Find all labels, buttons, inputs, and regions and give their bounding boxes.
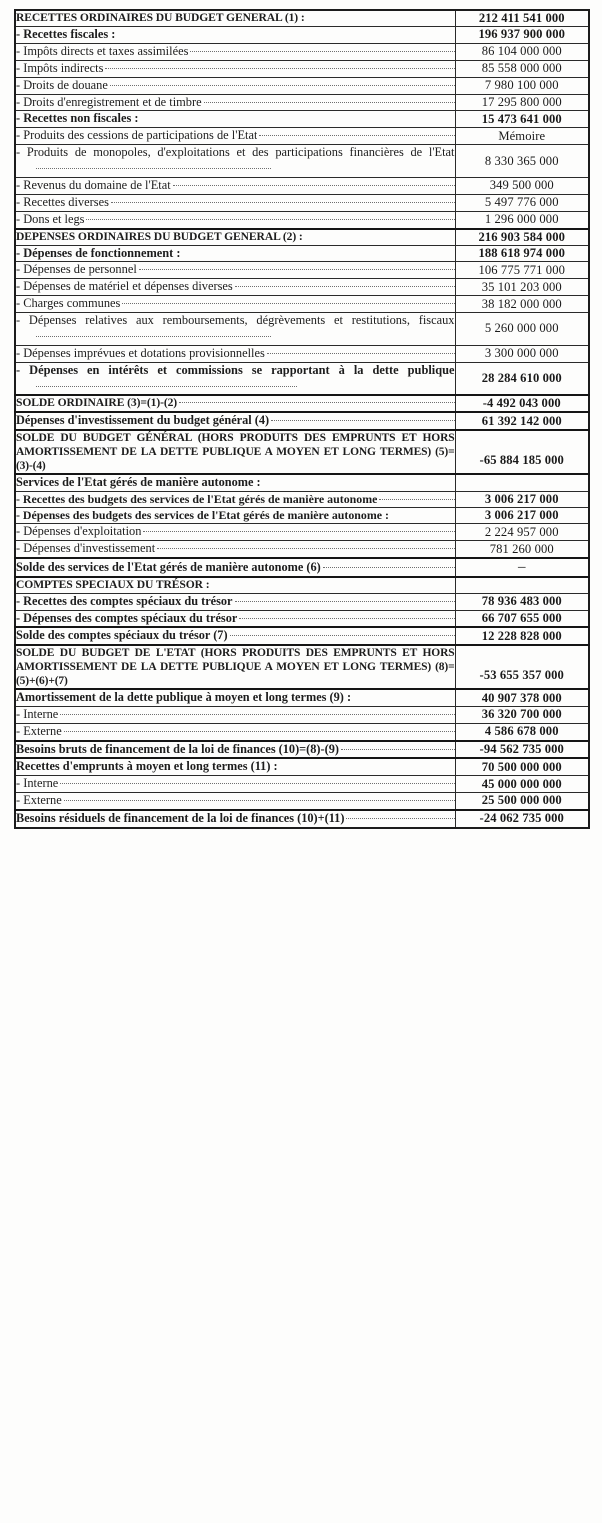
- row-label-cell-comptes-speciaux-tresor: [15, 577, 455, 593]
- row-label-cell-depenses-ordinaires: [15, 229, 455, 246]
- row-label-cell-depenses-materiel: [15, 279, 455, 296]
- row-value-cell-solde-budget-etat: -53 655 357 000: [455, 645, 589, 689]
- row-label-cell-solde-segma: [15, 558, 455, 577]
- row-label-cell-depenses-budgets-segma: [15, 508, 455, 524]
- table-row: [15, 412, 589, 430]
- row-value-cell-services-etat-autonome: [455, 474, 589, 491]
- dot-leader: [139, 269, 455, 270]
- row-label-cell-depenses-imprevues: [15, 345, 455, 362]
- row-label-cell-amortissement-externe: [15, 723, 455, 740]
- row-label-text: Dépenses d'investissement du budget général (4): [16, 413, 270, 428]
- row-label-text: - Dépenses des budgets des services de l'Etat gérés de manière autonome :: [16, 508, 389, 523]
- row-label-cell-revenus-domaine: [15, 177, 455, 194]
- row-label-text: - Impôts indirects: [16, 60, 104, 75]
- row-label-cell-produits-monopoles: [15, 145, 455, 178]
- row-value-cell-droits-douane: 7 980 100 000: [455, 77, 589, 94]
- row-label-text: - Recettes fiscales :: [16, 27, 116, 41]
- row-label-cell-depenses-investissement-segma: [15, 541, 455, 558]
- row-value-cell-amortissement-interne: 36 320 700 000: [455, 706, 589, 723]
- row-label-text: - Dépenses imprévues et dotations provisionnelles: [16, 345, 265, 360]
- row-label-text: - Dons et legs: [16, 211, 85, 226]
- row-label-text: - Dépenses relatives aux remboursements, dégrèvements et restitutions, fiscaux: [16, 313, 455, 327]
- row-value-cell-charges-communes: 38 182 000 000: [455, 296, 589, 313]
- row-label-text: SOLDE DU BUDGET GÉNÉRAL (HORS PRODUITS DES EMPRUNTS ET HORS AMORTISSEMENT DE LA DETTE PUBLIQUE A MOYEN ET LONG TERMES) (5)=(3)-(4): [16, 432, 455, 473]
- row-label-text: - Interne: [16, 776, 59, 791]
- budget-table-body: [15, 10, 589, 828]
- table-row: [15, 27, 589, 44]
- row-label-cell-services-etat-autonome: [15, 474, 455, 491]
- row-label-cell-solde-ordinaire: [15, 395, 455, 412]
- table-row: [15, 296, 589, 313]
- row-label-text: - Produits des cessions de participations de l'Etat: [16, 128, 258, 143]
- row-value-cell-emprunts-interne: 45 000 000 000: [455, 776, 589, 793]
- dot-leader: [86, 219, 454, 220]
- row-value-cell-depenses-investissement-segma: 781 260 000: [455, 541, 589, 558]
- row-value-cell-amortissement-externe: 4 586 678 000: [455, 723, 589, 740]
- row-value-cell-depenses-personnel: 106 775 771 000: [455, 262, 589, 279]
- row-value-cell-comptes-speciaux-tresor: [455, 577, 589, 593]
- row-label-cell-impots-indirects: [15, 60, 455, 77]
- dot-leader: [60, 783, 454, 784]
- row-label-text: Besoins résiduels de financement de la loi de finances (10)+(11): [16, 810, 345, 825]
- row-label-cell-amortissement-interne: [15, 706, 455, 723]
- row-label-text: - Dépenses d'investissement: [16, 541, 156, 556]
- dot-leader: [379, 499, 454, 500]
- table-row: [15, 245, 589, 262]
- row-label-text: Services de l'Etat gérés de manière autonome :: [16, 475, 261, 490]
- table-row: [15, 776, 589, 793]
- row-label-text: - Recettes des budgets des services de l'Etat gérés de manière autonome: [16, 491, 378, 506]
- row-label-text: - Dépenses de fonctionnement :: [16, 245, 181, 260]
- row-label-cell-impots-directs: [15, 43, 455, 60]
- dot-leader: [64, 800, 455, 801]
- table-row: [15, 43, 589, 60]
- table-row: [15, 262, 589, 279]
- dot-leader: [346, 818, 454, 819]
- row-value-cell-impots-directs: 86 104 000 000: [455, 43, 589, 60]
- table-row: [15, 593, 589, 610]
- row-label-cell-depenses-fonctionnement: [15, 245, 455, 262]
- row-value-cell-recettes-budgets-segma: 3 006 217 000: [455, 491, 589, 507]
- row-label-cell-droits-douane: [15, 77, 455, 94]
- row-label-text: - Recettes diverses: [16, 194, 109, 209]
- row-label-text: Amortissement de la dette publique à moyen et long termes (9) :: [16, 690, 352, 705]
- row-label-cell-depenses-remboursements: [15, 313, 455, 346]
- table-row: [15, 508, 589, 524]
- dot-leader: [60, 714, 454, 715]
- row-label-text: RECETTES ORDINAIRES DU BUDGET GENERAL (1) :: [16, 11, 305, 25]
- row-label-text: - Droits d'enregistrement et de timbre: [16, 94, 202, 109]
- table-row: [15, 60, 589, 77]
- row-label-text: - Produits de monopoles, d'exploitations et des participations financières de l'Etat: [16, 145, 455, 160]
- dot-leader: [36, 168, 271, 169]
- row-label-cell-depenses-personnel: [15, 262, 455, 279]
- row-label-cell-recettes-emprunts: [15, 758, 455, 775]
- row-value-cell-solde-ordinaire: -4 492 043 000: [455, 395, 589, 412]
- row-label-text: - Impôts directs et taxes assimilées: [16, 43, 189, 58]
- table-row: [15, 128, 589, 145]
- row-label-cell-besoins-bruts: [15, 741, 455, 759]
- row-label-text: - Recettes non fiscales :: [16, 111, 139, 126]
- row-label-text: Recettes d'emprunts à moyen et long termes (11) :: [16, 759, 278, 774]
- row-value-cell-recettes-cst: 78 936 483 000: [455, 593, 589, 610]
- dot-leader: [190, 51, 454, 52]
- row-label-cell-depenses-interets-dette: [15, 362, 455, 395]
- row-value-cell-emprunts-externe: 25 500 000 000: [455, 793, 589, 810]
- row-label-text: - Dépenses d'exploitation: [16, 524, 142, 539]
- table-row: [15, 10, 589, 27]
- row-value-cell-impots-indirects: 85 558 000 000: [455, 60, 589, 77]
- row-value-cell-depenses-interets-dette: 28 284 610 000: [455, 362, 589, 395]
- row-label-text: - Interne: [16, 706, 59, 721]
- row-value-cell-dons-legs: 1 296 000 000: [455, 211, 589, 228]
- table-row: [15, 94, 589, 111]
- row-label-cell-depenses-exploitation: [15, 524, 455, 541]
- row-value-cell-amortissement-dette: 40 907 378 000: [455, 689, 589, 706]
- row-label-text: - Dépenses des comptes spéciaux du trésor: [16, 610, 238, 625]
- row-value-cell-recettes-fiscales: 196 937 900 000: [455, 27, 589, 44]
- table-row: [15, 758, 589, 775]
- row-value-cell-droits-enregistrement: 17 295 800 000: [455, 94, 589, 111]
- row-label-cell-solde-budget-etat: [15, 645, 455, 689]
- row-value-cell-recettes-emprunts: 70 500 000 000: [455, 758, 589, 775]
- row-value-cell-depenses-ordinaires: 216 903 584 000: [455, 229, 589, 246]
- dot-leader: [259, 135, 454, 136]
- row-label-text: SOLDE ORDINAIRE (3)=(1)-(2): [16, 396, 178, 410]
- row-label-text: - Revenus du domaine de l'Etat: [16, 177, 171, 192]
- row-value-cell-produits-monopoles: 8 330 365 000: [455, 145, 589, 178]
- row-label-cell-recettes-budgets-segma: [15, 491, 455, 507]
- table-row: [15, 111, 589, 128]
- table-row: [15, 689, 589, 706]
- row-value-cell-revenus-domaine: 349 500 000: [455, 177, 589, 194]
- table-row: [15, 723, 589, 740]
- dot-leader: [204, 102, 455, 103]
- table-row: [15, 706, 589, 723]
- budget-equilibrium-table: [14, 9, 590, 829]
- table-row: [15, 610, 589, 627]
- table-row: [15, 577, 589, 593]
- dot-leader: [143, 531, 454, 532]
- row-value-cell-besoins-bruts: -94 562 735 000: [455, 741, 589, 759]
- row-value-cell-recettes-diverses: 5 497 776 000: [455, 194, 589, 211]
- row-label-text: - Recettes des comptes spéciaux du trésor: [16, 593, 233, 608]
- table-row: [15, 279, 589, 296]
- row-value-cell-solde-cst: 12 228 828 000: [455, 627, 589, 645]
- row-value-cell-depenses-remboursements: 5 260 000 000: [455, 313, 589, 346]
- dot-leader: [341, 749, 455, 750]
- row-label-cell-recettes-ordinaires: [15, 10, 455, 27]
- dot-leader: [64, 731, 455, 732]
- row-label-cell-depenses-cst: [15, 610, 455, 627]
- table-row: [15, 741, 589, 759]
- dot-leader: [157, 548, 454, 549]
- row-label-text: Besoins bruts de financement de la loi de finances (10)=(8)-(9): [16, 741, 339, 756]
- row-label-text: DEPENSES ORDINAIRES DU BUDGET GENERAL (2) :: [16, 229, 303, 243]
- row-label-cell-recettes-cst: [15, 593, 455, 610]
- dot-leader: [235, 286, 455, 287]
- table-row: [15, 211, 589, 228]
- row-label-cell-recettes-fiscales: [15, 27, 455, 44]
- row-label-text: - Dépenses de personnel: [16, 262, 137, 277]
- table-row: [15, 362, 589, 395]
- row-value-cell-depenses-cst: 66 707 655 000: [455, 610, 589, 627]
- row-label-cell-produits-cessions: [15, 128, 455, 145]
- dot-leader: [111, 202, 455, 203]
- dot-leader: [36, 386, 297, 387]
- dot-leader: [271, 420, 454, 421]
- dot-leader: [110, 85, 455, 86]
- dot-leader: [173, 185, 455, 186]
- row-label-cell-dons-legs: [15, 211, 455, 228]
- row-label-text: - Dépenses en intérêts et commissions se rapportant à la dette publique: [16, 362, 455, 377]
- table-row: [15, 313, 589, 346]
- table-row: [15, 177, 589, 194]
- table-row: [15, 491, 589, 507]
- table-row: [15, 395, 589, 412]
- row-label-text: - Droits de douane: [16, 77, 108, 92]
- row-label-text: Solde des services de l'Etat gérés de manière autonome (6): [16, 559, 321, 574]
- row-value-cell-besoins-residuels: -24 062 735 000: [455, 810, 589, 828]
- row-label-cell-droits-enregistrement: [15, 94, 455, 111]
- row-label-text: SOLDE DU BUDGET DE L'ETAT (HORS PRODUITS DES EMPRUNTS ET HORS AMORTISSEMENT DE LA DETTE PUBLIQUE A MOYEN ET LONG TERMES) (8)=(5)+(6)+(7): [16, 647, 455, 688]
- row-label-cell-solde-budget-general: [15, 430, 455, 474]
- dot-leader: [235, 601, 455, 602]
- table-row: [15, 430, 589, 474]
- row-label-text: - Charges communes: [16, 296, 121, 311]
- row-value-cell-recettes-non-fiscales: 15 473 641 000: [455, 111, 589, 128]
- row-value-cell-recettes-ordinaires: 212 411 541 000: [455, 10, 589, 27]
- dot-leader: [122, 303, 454, 304]
- row-value-cell-depenses-exploitation: 2 224 957 000: [455, 524, 589, 541]
- row-value-cell-depenses-materiel: 35 101 203 000: [455, 279, 589, 296]
- table-row: [15, 474, 589, 491]
- table-row: [15, 145, 589, 178]
- dot-leader: [267, 353, 455, 354]
- row-label-cell-besoins-residuels: [15, 810, 455, 828]
- dot-leader: [105, 68, 454, 69]
- row-value-cell-depenses-budgets-segma: 3 006 217 000: [455, 508, 589, 524]
- row-value-cell-produits-cessions: Mémoire: [455, 128, 589, 145]
- dot-leader: [239, 618, 454, 619]
- row-label-text: - Externe: [16, 793, 62, 808]
- table-row: [15, 627, 589, 645]
- table-row: [15, 229, 589, 246]
- row-label-cell-amortissement-dette: [15, 689, 455, 706]
- row-label-cell-recettes-non-fiscales: [15, 111, 455, 128]
- row-label-cell-charges-communes: [15, 296, 455, 313]
- row-label-text: - Dépenses de matériel et dépenses diverses: [16, 279, 233, 294]
- table-row: [15, 194, 589, 211]
- row-value-cell-depenses-imprevues: 3 300 000 000: [455, 345, 589, 362]
- row-label-cell-emprunts-externe: [15, 793, 455, 810]
- table-row: [15, 645, 589, 689]
- table-row: [15, 810, 589, 828]
- table-row: [15, 524, 589, 541]
- row-label-text: Solde des comptes spéciaux du trésor (7): [16, 628, 228, 643]
- dot-leader: [36, 336, 271, 337]
- dot-leader: [179, 402, 454, 403]
- table-row: [15, 541, 589, 558]
- table-row: [15, 345, 589, 362]
- row-label-cell-recettes-diverses: [15, 194, 455, 211]
- row-value-cell-depenses-investissement-bg: 61 392 142 000: [455, 412, 589, 430]
- row-label-cell-depenses-investissement-bg: [15, 412, 455, 430]
- dot-leader: [230, 635, 455, 636]
- table-row: [15, 77, 589, 94]
- row-label-text: COMPTES SPECIAUX DU TRÉSOR :: [16, 578, 210, 592]
- dot-leader: [323, 567, 455, 568]
- row-label-cell-solde-cst: [15, 627, 455, 645]
- table-row: [15, 793, 589, 810]
- row-value-cell-solde-budget-general: -65 884 185 000: [455, 430, 589, 474]
- row-label-text: - Externe: [16, 723, 62, 738]
- row-label-cell-emprunts-interne: [15, 776, 455, 793]
- table-row: [15, 558, 589, 577]
- row-value-cell-solde-segma: –: [455, 558, 589, 577]
- row-value-cell-depenses-fonctionnement: 188 618 974 000: [455, 245, 589, 262]
